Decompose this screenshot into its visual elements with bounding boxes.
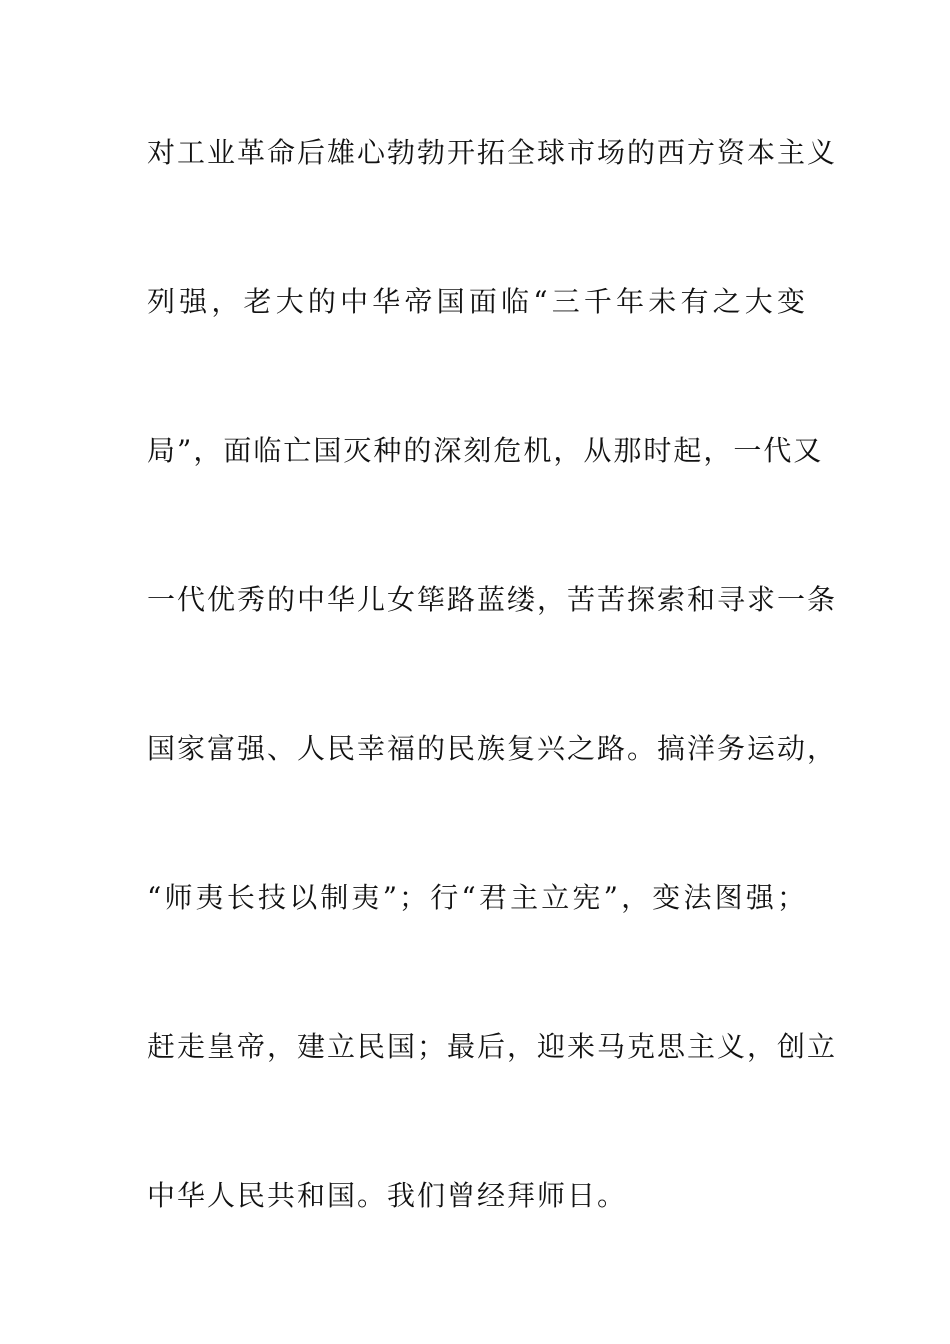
paragraph-line-7: 赶走皇帝，建立民国；最后，迎来马克思主义，创立	[147, 1030, 838, 1063]
paragraph-line-4: 一代优秀的中华儿女筚路蓝缕，苦苦探索和寻求一条	[147, 583, 838, 616]
paragraph-line-8: 中华人民共和国。我们曾经拜师日。	[147, 1179, 628, 1212]
paragraph-line-6: “师夷长技以制夷”；行“君主立宪”，变法图强；	[147, 881, 807, 914]
paragraph-line-2: 列强，老大的中华帝国面临“三千年未有之大变	[147, 285, 807, 318]
paragraph-line-5: 国家富强、人民幸福的民族复兴之路。搞洋务运动，	[147, 732, 838, 765]
paragraph-line-3: 局”，面临亡国灭种的深刻危机，从那时起，一代又	[147, 434, 824, 467]
paragraph-line-1: 对工业革命后雄心勃勃开拓全球市场的西方资本主义	[147, 136, 838, 169]
